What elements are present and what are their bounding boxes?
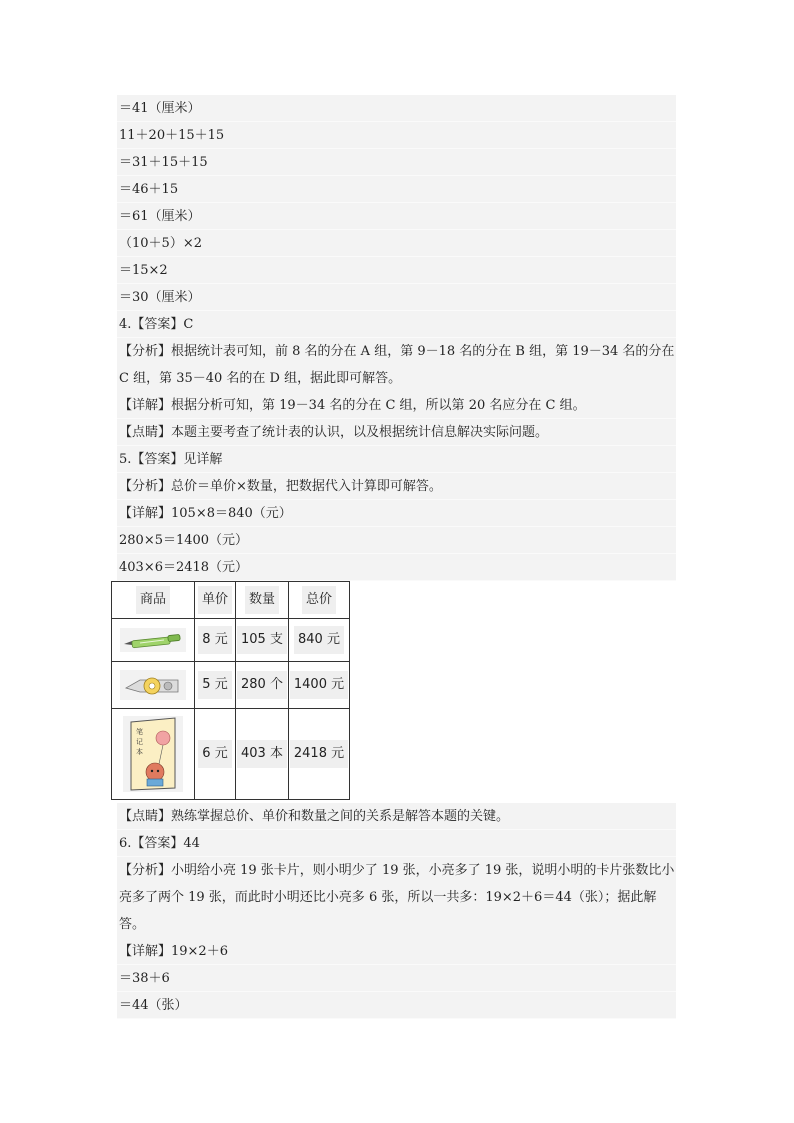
item-cell <box>112 709 195 800</box>
calc-line: 11＋20＋15＋15 <box>117 122 676 149</box>
price-cell <box>195 709 236 800</box>
calc-line: ＝15×2 <box>117 257 676 284</box>
table-header <box>289 582 350 619</box>
calc-line: ＝61（厘米） <box>117 203 676 230</box>
q5-analysis: 【分析】总价＝单价×数量，把数据代入计算即可解答。 <box>117 473 676 500</box>
q6-answer: 6.【答案】44 <box>117 830 676 857</box>
svg-text:记: 记 <box>136 738 143 746</box>
table-row <box>112 709 350 800</box>
price-value: 5 元 <box>198 671 231 699</box>
item-cell <box>112 662 195 709</box>
q4-comment: 【点睛】本题主要考查了统计表的认识，以及根据统计信息解决实际问题。 <box>117 419 676 446</box>
tape-icon <box>120 670 186 700</box>
item-cell <box>112 619 195 662</box>
q6-detail: ＝38＋6 <box>117 965 676 992</box>
q5-answer: 5.【答案】见详解 <box>117 446 676 473</box>
header-unit-price: 单价 <box>198 586 232 614</box>
total-cell <box>289 619 350 662</box>
header-total: 总价 <box>302 586 336 614</box>
table-header <box>195 582 236 619</box>
calc-line: （10＋5）×2 <box>117 230 676 257</box>
q4-answer: 4.【答案】C <box>117 311 676 338</box>
q5-detail: 403×6＝2418（元） <box>117 554 676 581</box>
table-header <box>112 582 195 619</box>
price-cell <box>195 662 236 709</box>
header-goods: 商品 <box>136 586 170 614</box>
q6-detail: 【详解】19×2＋6 <box>117 938 676 965</box>
table-row <box>112 662 350 709</box>
q5-detail: 【详解】105×8＝840（元） <box>117 500 676 527</box>
pen-icon <box>120 628 186 652</box>
table-header <box>236 582 289 619</box>
table-row <box>112 619 350 662</box>
qty-value: 280 个 <box>237 671 287 699</box>
total-value: 1400 元 <box>290 671 348 699</box>
qty-value: 403 本 <box>237 740 287 768</box>
total-cell <box>289 662 350 709</box>
header-quantity: 数量 <box>245 586 279 614</box>
price-value: 6 元 <box>198 740 231 768</box>
price-value: 8 元 <box>198 626 231 654</box>
price-cell <box>195 619 236 662</box>
total-cell <box>289 709 350 800</box>
svg-text:笔: 笔 <box>136 728 143 736</box>
q5-comment: 【点睛】熟练掌握总价、单价和数量之间的关系是解答本题的关键。 <box>117 803 676 830</box>
q4-detail: 【详解】根据分析可知，第 19－34 名的分在 C 组，所以第 20 名应分在 C 组。 <box>117 392 676 419</box>
goods-table <box>111 581 350 800</box>
total-value: 840 元 <box>294 626 344 654</box>
notebook-icon <box>123 716 183 792</box>
solution-content <box>117 95 676 1019</box>
q6-detail: ＝44（张） <box>117 992 676 1019</box>
q4-analysis: 【分析】根据统计表可知，前 8 名的分在 A 组，第 9－18 名的分在 B 组，第 19－34 名的分在 C 组，第 35－40 名的在 D 组，据此即可解答。 <box>117 338 676 392</box>
q5-detail: 280×5＝1400（元） <box>117 527 676 554</box>
qty-cell <box>236 619 289 662</box>
qty-value: 105 支 <box>237 626 287 654</box>
calc-line: ＝46＋15 <box>117 176 676 203</box>
calc-line: ＝30（厘米） <box>117 284 676 311</box>
qty-cell <box>236 709 289 800</box>
qty-cell <box>236 662 289 709</box>
goods-table-wrapper <box>117 581 676 805</box>
svg-text:本: 本 <box>136 748 143 756</box>
total-value: 2418 元 <box>290 740 348 768</box>
table-header-row <box>112 582 350 619</box>
calc-line: ＝41（厘米） <box>117 95 676 122</box>
q6-analysis: 【分析】小明给小亮 19 张卡片，则小明少了 19 张，小亮多了 19 张，说明小明的卡片张数比小亮多了两个 19 张，而此时小明还比小亮多 6 张，所以一共多：19×2＋6＝44（张）；据此解答。 <box>117 857 676 938</box>
calc-line: ＝31＋15＋15 <box>117 149 676 176</box>
